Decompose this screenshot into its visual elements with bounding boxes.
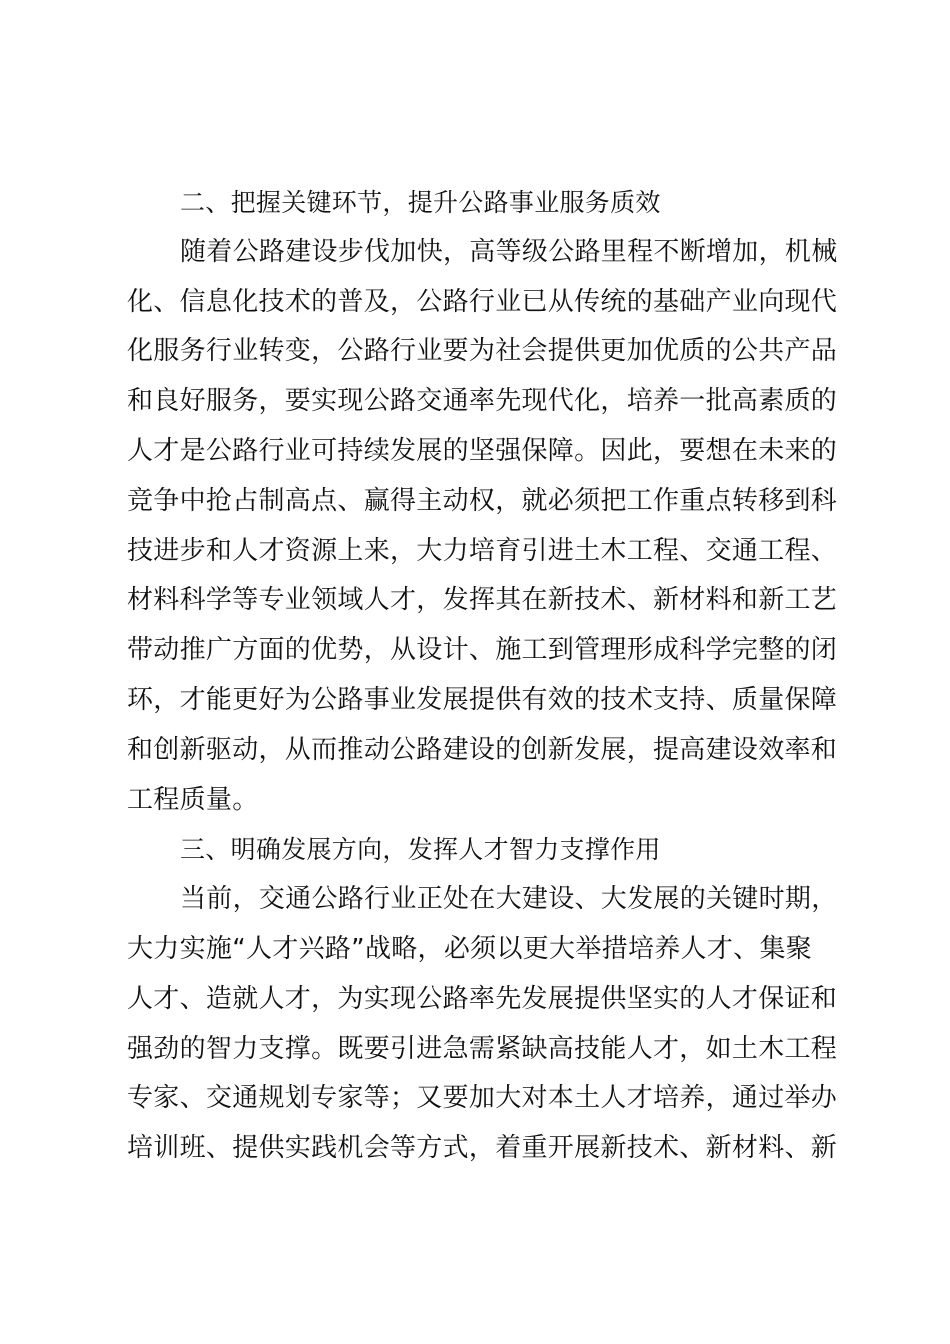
document-body (127, 178, 838, 1174)
paragraph-line: 技进步和人才资源上来，大力培育引进土木工程、交通工程、 (127, 535, 838, 566)
paragraph-line: 材料科学等专业领域人才，发挥其在新技术、新材料和新工艺 (127, 585, 838, 616)
paragraph-line: 人才、造就人才，为实现公路率先发展提供坚实的人才保证和 (127, 983, 838, 1014)
paragraph-line: 专家、交通规划专家等；又要加大对本土人才培养，通过举办 (127, 1083, 838, 1114)
paragraph-line: 化服务行业转变，公路行业要为社会提供更加优质的公共产品 (127, 336, 838, 367)
paragraph-line: 竞争中抢占制高点、赢得主动权，就必须把工作重点转移到科 (127, 485, 838, 516)
section-3-heading (127, 825, 833, 875)
paragraph-line: 带动推广方面的优势，从设计、施工到管理形成科学完整的闭 (127, 635, 838, 666)
paragraph-line: 和良好服务，要实现公路交通率先现代化，培养一批高素质的 (127, 386, 838, 417)
paragraph-line: 人才是公路行业可持续发展的坚强保障。因此，要想在未来的 (127, 435, 838, 466)
paragraph-line: 化、信息化技术的普及，公路行业已从传统的基础产业向现代 (127, 286, 838, 317)
paragraph-line: 随着公路建设步伐加快，高等级公路里程不断增加，机械 (180, 236, 838, 267)
paragraph-line: 环，才能更好为公路事业发展提供有效的技术支持、质量保障 (127, 684, 838, 715)
heading-text: 二、把握关键环节，提升公路事业服务质效 (180, 188, 661, 217)
paragraph-line: 培训班、提供实践机会等方式，着重开展新技术、新材料、新 (127, 1133, 838, 1164)
heading-text: 三、明确发展方向，发挥人才智力支撑作用 (180, 835, 661, 865)
paragraph-line: 和创新驱动，从而推动公路建设的创新发展，提高建设效率和 (127, 734, 838, 765)
section-2-paragraph (127, 228, 838, 826)
section-2-heading (127, 178, 833, 228)
paragraph-line: 工程质量。 (127, 784, 259, 815)
section-3-paragraph (127, 875, 838, 1174)
paragraph-line: 强劲的智力支撑。既要引进急需紧缺高技能人才，如土木工程 (127, 1033, 838, 1064)
paragraph-line: 当前，交通公路行业正处在大建设、大发展的关键时期， (180, 884, 838, 915)
paragraph-line: 大力实施“人才兴路”战略，必须以更大举措培养人才、集聚 (127, 933, 813, 964)
